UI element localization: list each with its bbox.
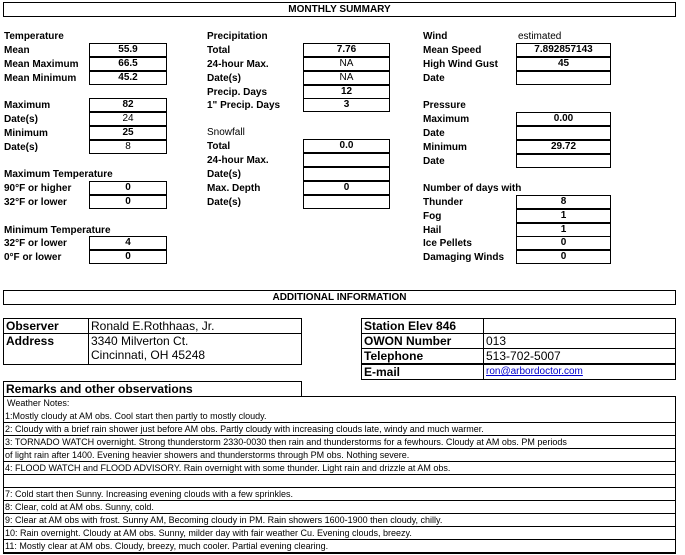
above-90-label: 90°F or higher — [4, 183, 72, 194]
inch-precip-days-label: 1" Precip. Days — [207, 100, 281, 111]
wind-note: estimated — [518, 31, 562, 42]
remark-line: 8: Clear, cold at AM obs. Sunny, cold. — [3, 501, 676, 514]
precip-days-value: 12 — [303, 85, 390, 99]
snow-total-label: Total — [207, 141, 231, 152]
thunder-value: 8 — [516, 195, 611, 209]
owon-number-value: 013 — [483, 333, 676, 349]
precip-max24-label: 24-hour Max. — [207, 59, 269, 70]
pressure-min-date-label: Date — [423, 156, 445, 167]
hail-value: 1 — [516, 223, 611, 237]
address-line-2: Cincinnati, OH 45248 — [91, 348, 206, 362]
email-value — [483, 364, 676, 380]
wind-gust-value: 45 — [516, 57, 611, 71]
snow-depth-label: Max. Depth — [207, 183, 261, 194]
remark-line: 9: Clear at AM obs with frost. Sunny AM, Becoming cloudy in PM. Rain showers 1600-1900 then cloudy, chilly. — [3, 514, 676, 527]
pressure-min-value: 29.72 — [516, 140, 611, 154]
temp-mean-max-label: Mean Maximum — [4, 59, 79, 70]
email-label: E-mail — [361, 364, 484, 380]
fog-label: Fog — [423, 211, 442, 222]
remarks-title: Remarks and other observations — [3, 381, 302, 397]
temp-max-dates-label: Date(s) — [4, 114, 38, 125]
observer-label: Observer — [3, 318, 89, 334]
snow-max24-label: 24-hour Max. — [207, 155, 269, 166]
below-0-label: 0°F or lower — [4, 252, 62, 263]
precip-max24-value: NA — [303, 57, 390, 71]
snow-total-value: 0.0 — [303, 139, 390, 153]
max-temp-heading: Maximum Temperature — [4, 169, 113, 180]
temp-mean-value: 55.9 — [89, 43, 167, 57]
temp-mean-min-value: 45.2 — [89, 71, 167, 85]
thunder-label: Thunder — [423, 197, 463, 208]
temp-min-value: 25 — [89, 126, 167, 140]
station-elev-value — [483, 318, 676, 334]
min-temp-heading: Minimum Temperature — [4, 225, 111, 236]
wind-date-label: Date — [423, 73, 445, 84]
remark-line: 2: Cloudy with a brief rain shower just before AM obs. Partly cloudy with increasing clouds late, windy and much warmer. — [3, 423, 676, 436]
address-label: Address — [3, 333, 89, 365]
max-below-32-value: 0 — [89, 195, 167, 209]
pressure-heading: Pressure — [423, 100, 466, 111]
temp-max-dates-value: 24 — [89, 112, 167, 126]
address-line-1: 3340 Milverton Ct. — [91, 334, 189, 348]
precipitation-heading: Precipitation — [207, 31, 268, 42]
telephone-label: Telephone — [361, 348, 484, 364]
damaging-winds-value: 0 — [516, 250, 611, 264]
wind-mean-label: Mean Speed — [423, 45, 482, 56]
telephone-value: 513-702-5007 — [483, 348, 676, 364]
min-below-32-label: 32°F or lower — [4, 238, 67, 249]
observer-value: Ronald E.Rothhaas, Jr. — [88, 318, 302, 334]
weather-notes-label: Weather Notes: — [7, 398, 70, 408]
days-with-heading: Number of days with — [423, 183, 522, 194]
wind-gust-label: High Wind Gust — [423, 59, 498, 70]
temp-mean-label: Mean — [4, 45, 30, 56]
precip-dates-label: Date(s) — [207, 73, 241, 84]
owon-number-label: OWON Number — [361, 333, 484, 349]
remark-line: 3: TORNADO WATCH overnight. Strong thunderstorm 2330-0030 then rain and thunderstorms for a fewhours. Cloudy at AM obs. PM periods — [3, 436, 676, 449]
snowfall-heading: Snowfall — [207, 127, 245, 138]
address-value — [88, 333, 302, 365]
pressure-min-date-value — [516, 154, 611, 168]
temp-min-dates-label: Date(s) — [4, 142, 38, 153]
snow-dates-label: Date(s) — [207, 169, 241, 180]
temp-mean-min-label: Mean Minimum — [4, 73, 77, 84]
temp-max-label: Maximum — [4, 100, 51, 111]
pressure-max-label: Maximum — [423, 114, 470, 125]
pressure-max-date-value — [516, 126, 611, 140]
remark-line: 7: Cold start then Sunny. Increasing evening clouds with a few sprinkles. — [3, 488, 676, 501]
remark-line: 11: Mostly clear at AM obs. Cloudy, breezy, much cooler. Partial evening clearing. — [3, 540, 676, 553]
precip-total-label: Total — [207, 45, 231, 56]
inch-precip-days-value: 3 — [303, 98, 390, 112]
pressure-max-date-label: Date — [423, 128, 445, 139]
remark-line: 1:Mostly cloudy at AM obs. Cool start then partly to mostly cloudy. — [3, 410, 676, 423]
precip-dates-value: NA — [303, 71, 390, 85]
temperature-heading: Temperature — [4, 31, 64, 42]
max-below-32-label: 32°F or lower — [4, 197, 67, 208]
above-90-value: 0 — [89, 181, 167, 195]
min-below-32-value: 4 — [89, 236, 167, 250]
snow-dates-value — [303, 167, 390, 181]
additional-info-title: ADDITIONAL INFORMATION — [3, 290, 676, 305]
email-link[interactable]: ron@arbordoctor.com — [486, 366, 583, 377]
wind-heading: Wind — [423, 31, 448, 42]
monthly-summary-title: MONTHLY SUMMARY — [3, 2, 676, 17]
pressure-min-label: Minimum — [423, 142, 467, 153]
hail-label: Hail — [423, 225, 442, 236]
damaging-winds-label: Damaging Winds — [423, 252, 505, 263]
snow-depth-dates-value — [303, 195, 390, 209]
wind-mean-value: 7.892857143 — [516, 43, 611, 57]
ice-pellets-value: 0 — [516, 236, 611, 250]
precip-total-value: 7.76 — [303, 43, 390, 57]
remark-line: of light rain after 1400. Evening heavier showers and thunderstorms through PM obs. Nothing severe. — [3, 449, 676, 462]
snow-depth-value: 0 — [303, 181, 390, 195]
temp-max-value: 82 — [89, 98, 167, 112]
wind-date-value — [516, 71, 611, 85]
remark-line — [3, 475, 676, 488]
snow-max24-value — [303, 153, 390, 167]
station-elev-label: Station Elev 846 — [361, 318, 484, 334]
temp-mean-max-value: 66.5 — [89, 57, 167, 71]
below-0-value: 0 — [89, 250, 167, 264]
fog-value: 1 — [516, 209, 611, 223]
remark-line: 4: FLOOD WATCH and FLOOD ADVISORY. Rain overnight with some thunder. Light rain and drizzle at AM obs. — [3, 462, 676, 475]
temp-min-dates-value: 8 — [89, 140, 167, 154]
remark-line: 10: Rain overnight. Cloudy at AM obs. Sunny, milder day with fair weather Cu. Evening clouds, breezy. — [3, 527, 676, 540]
precip-days-label: Precip. Days — [207, 87, 268, 98]
snow-depth-dates-label: Date(s) — [207, 197, 241, 208]
ice-pellets-label: Ice Pellets — [423, 238, 472, 249]
temp-min-label: Minimum — [4, 128, 48, 139]
pressure-max-value: 0.00 — [516, 112, 611, 126]
